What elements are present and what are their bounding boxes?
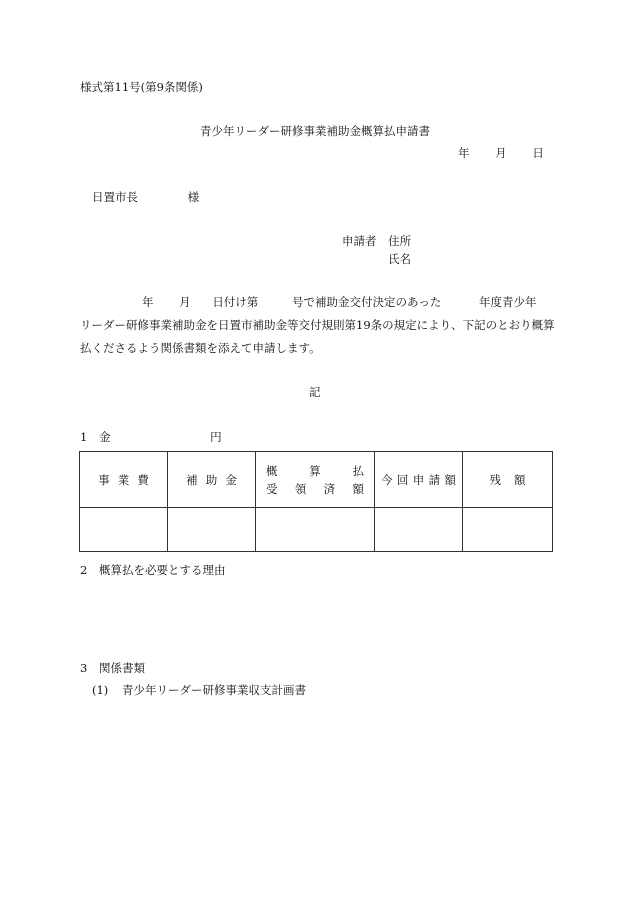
header-char: 額 — [514, 472, 526, 487]
header-subsidy — [168, 452, 256, 508]
section-3 — [80, 663, 145, 675]
header-char: 領 — [294, 481, 307, 496]
body-month: 月 — [179, 295, 191, 309]
header-char: 事 — [98, 472, 110, 487]
header-char: 済 — [323, 481, 336, 496]
table-row — [80, 508, 553, 552]
header-char: 補 — [186, 472, 198, 487]
header-char: 額 — [352, 481, 364, 496]
cell-subsidy[interactable] — [168, 508, 256, 552]
header-char: 費 — [137, 472, 149, 487]
addressee-name: 日置市長 — [92, 190, 138, 204]
header-char: 助 — [205, 472, 218, 487]
date-month: 月 — [495, 146, 507, 160]
header-char: 今 — [381, 472, 393, 487]
section-3-item — [92, 685, 306, 697]
section-1-unit: 円 — [210, 430, 222, 444]
header-char: 算 — [309, 463, 321, 478]
header-char: 払 — [352, 463, 364, 478]
header-char: 概 — [266, 463, 278, 478]
ki-heading: 記 — [309, 385, 321, 399]
header-char: 申 — [412, 472, 425, 487]
body-year: 年 — [142, 295, 154, 309]
section-2 — [80, 565, 225, 577]
section-1-number: 1 — [80, 430, 88, 444]
cell-current-request[interactable] — [375, 508, 463, 552]
date-year: 年 — [458, 146, 470, 160]
body-decision-text: 号で補助金交付決定のあった — [291, 295, 442, 309]
cell-advance-received[interactable] — [256, 508, 375, 552]
cell-balance[interactable] — [463, 508, 553, 552]
form-number: 様式第11号(第9条関係) — [80, 80, 203, 94]
amounts-table — [79, 451, 553, 552]
header-project-cost — [80, 452, 168, 508]
header-char: 回 — [396, 472, 409, 487]
address-label: 住所 — [388, 234, 412, 248]
section-2-number: 2 — [80, 563, 88, 577]
header-char: 金 — [225, 472, 237, 487]
addressee — [92, 192, 199, 204]
table-header-row — [80, 452, 553, 508]
body-line-3: 払くださるよう関係書類を添えて申請します。 — [80, 341, 321, 355]
body-line-1 — [142, 297, 537, 309]
date-line — [458, 148, 544, 160]
header-char: 業 — [117, 472, 130, 487]
section-3-label: 関係書類 — [98, 661, 145, 675]
header-char: 額 — [444, 472, 456, 487]
section-2-label: 概算払を必要とする理由 — [98, 563, 226, 577]
body-date-ref: 日付け第 — [212, 295, 259, 309]
section-3-item-number: (1) — [92, 683, 109, 697]
body-fiscal-year: 年度青少年 — [479, 295, 537, 309]
applicant-address-line — [342, 236, 411, 248]
header-line-1 — [266, 463, 364, 479]
body-line-2: リーダー研修事業補助金を日置市補助金等交付規則第19条の規定により、下記のとおり概算 — [80, 318, 555, 332]
section-3-item-text: 青少年リーダー研修事業収支計画書 — [121, 683, 306, 697]
section-3-number: 3 — [80, 661, 88, 675]
header-current-request — [375, 452, 463, 508]
section-1-label: 金 — [98, 430, 111, 444]
date-day: 日 — [532, 146, 544, 160]
header-char: 残 — [489, 472, 501, 487]
header-char: 請 — [428, 472, 441, 487]
section-1 — [80, 432, 222, 444]
header-balance — [463, 452, 553, 508]
header-advance-received — [256, 452, 375, 508]
cell-project-cost[interactable] — [80, 508, 168, 552]
applicant-name-label: 氏名 — [388, 252, 411, 266]
addressee-honorific: 様 — [187, 190, 200, 204]
document-title: 青少年リーダー研修事業補助金概算払申請書 — [200, 124, 430, 138]
header-char: 受 — [266, 481, 278, 496]
applicant-label: 申請者 — [342, 234, 377, 248]
header-line-2 — [266, 481, 364, 497]
